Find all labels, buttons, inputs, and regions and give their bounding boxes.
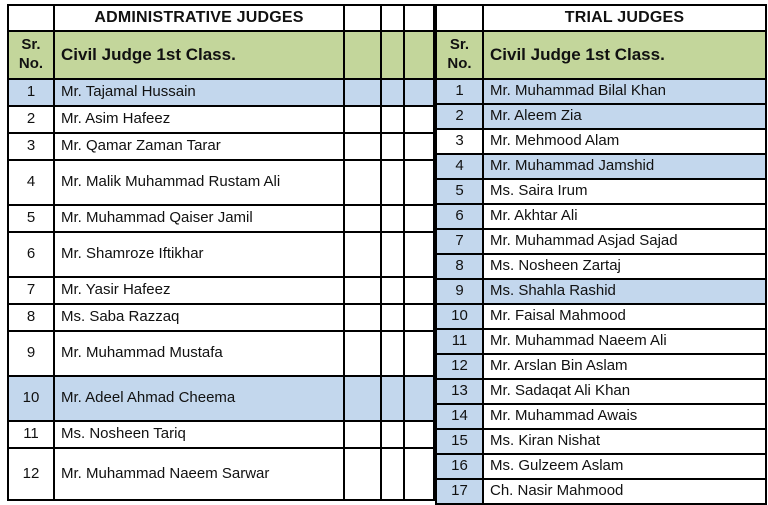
table-row — [8, 79, 434, 106]
judge-name-cell: Ms. Nosheen Zartaj — [483, 254, 766, 279]
sr-no-cell: 6 — [8, 232, 54, 277]
sr-no-cell: 1 — [436, 79, 483, 104]
sr-no-cell: 13 — [436, 379, 483, 404]
table-row — [8, 277, 434, 304]
spacer-cell — [381, 205, 404, 232]
judge-name-cell: Mr. Faisal Mahmood — [483, 304, 766, 329]
spacer-cell — [404, 331, 434, 376]
spacer-cell — [344, 277, 381, 304]
table-row — [436, 354, 766, 379]
spacer-cell — [381, 448, 404, 500]
spacer-cell — [344, 133, 381, 160]
spacer-cell — [381, 331, 404, 376]
spacer-cell — [344, 448, 381, 500]
spacer-cell — [381, 106, 404, 133]
spacer-cell — [344, 304, 381, 331]
spacer-cell — [404, 205, 434, 232]
spacer-cell — [344, 31, 381, 79]
spacer-cell — [344, 205, 381, 232]
judge-name-cell: Mr. Muhammad Bilal Khan — [483, 79, 766, 104]
corner-cell — [8, 5, 54, 31]
sr-no-cell: 11 — [8, 421, 54, 448]
sr-no-cell: 4 — [436, 154, 483, 179]
spacer-cell — [404, 31, 434, 79]
administrative-judges-body — [8, 79, 434, 500]
judge-name-cell: Mr. Muhammad Naeem Ali — [483, 329, 766, 354]
sr-no-cell: 15 — [436, 429, 483, 454]
sr-no-header: Sr. No. — [436, 31, 483, 79]
spacer-cell — [381, 160, 404, 205]
sr-no-cell: 9 — [8, 331, 54, 376]
sr-no-cell: 5 — [436, 179, 483, 204]
judge-name-cell: Mr. Muhammad Asjad Sajad — [483, 229, 766, 254]
civil-judge-header: Civil Judge 1st Class. — [54, 31, 344, 79]
spacer-cell — [404, 160, 434, 205]
judge-name-cell: Ms. Saira Irum — [483, 179, 766, 204]
judge-name-cell: Ms. Kiran Nishat — [483, 429, 766, 454]
judge-name-cell: Mr. Adeel Ahmad Cheema — [54, 376, 344, 421]
spacer-cell — [381, 5, 404, 31]
judge-name-cell: Ms. Gulzeem Aslam — [483, 454, 766, 479]
table-row — [436, 79, 766, 104]
spacer-cell — [381, 232, 404, 277]
judge-name-cell: Mr. Mehmood Alam — [483, 129, 766, 154]
administrative-header-row — [8, 31, 434, 79]
judge-name-cell: Mr. Asim Hafeez — [54, 106, 344, 133]
spacer-cell — [404, 5, 434, 31]
judge-name-cell: Mr. Aleem Zia — [483, 104, 766, 129]
judge-name-cell: Mr. Muhammad Mustafa — [54, 331, 344, 376]
sr-no-header: Sr. No. — [8, 31, 54, 79]
spacer-cell — [344, 79, 381, 106]
trial-judges-table — [435, 4, 767, 505]
table-row — [436, 129, 766, 154]
table-row — [8, 160, 434, 205]
table-row — [8, 133, 434, 160]
sr-no-cell: 8 — [8, 304, 54, 331]
spacer-cell — [381, 304, 404, 331]
judge-name-cell: Mr. Sadaqat Ali Khan — [483, 379, 766, 404]
spacer-cell — [404, 133, 434, 160]
sr-no-cell: 7 — [436, 229, 483, 254]
table-row — [8, 106, 434, 133]
judge-name-cell: Mr. Muhammad Awais — [483, 404, 766, 429]
administrative-title-row — [8, 5, 434, 31]
table-row — [436, 329, 766, 354]
sr-no-cell: 5 — [8, 205, 54, 232]
spacer-cell — [404, 421, 434, 448]
trial-title-row — [436, 5, 766, 31]
spacer-cell — [404, 304, 434, 331]
corner-cell — [436, 5, 483, 31]
spacer-cell — [381, 421, 404, 448]
judge-name-cell: Mr. Qamar Zaman Tarar — [54, 133, 344, 160]
sr-no-cell: 11 — [436, 329, 483, 354]
spacer-cell — [344, 421, 381, 448]
sr-no-cell: 12 — [436, 354, 483, 379]
judge-name-cell: Ms. Nosheen Tariq — [54, 421, 344, 448]
sr-no-cell: 7 — [8, 277, 54, 304]
spacer-cell — [344, 376, 381, 421]
spacer-cell — [344, 106, 381, 133]
sr-no-cell: 9 — [436, 279, 483, 304]
table-row — [8, 304, 434, 331]
sr-no-cell: 16 — [436, 454, 483, 479]
sr-no-cell: 10 — [436, 304, 483, 329]
administrative-judges-table — [7, 4, 435, 501]
judge-name-cell: Mr. Tajamal Hussain — [54, 79, 344, 106]
spacer-cell — [404, 448, 434, 500]
table-row — [8, 421, 434, 448]
administrative-judges-title: ADMINISTRATIVE JUDGES — [54, 5, 344, 31]
table-row — [436, 204, 766, 229]
sr-no-cell: 1 — [8, 79, 54, 106]
judge-name-cell: Mr. Akhtar Ali — [483, 204, 766, 229]
sr-no-cell: 8 — [436, 254, 483, 279]
judge-name-cell: Mr. Malik Muhammad Rustam Ali — [54, 160, 344, 205]
table-row — [8, 331, 434, 376]
spacer-cell — [381, 133, 404, 160]
sr-no-cell: 14 — [436, 404, 483, 429]
judge-name-cell: Mr. Yasir Hafeez — [54, 277, 344, 304]
spacer-cell — [381, 277, 404, 304]
judge-name-cell: Mr. Muhammad Qaiser Jamil — [54, 205, 344, 232]
spacer-cell — [404, 79, 434, 106]
spacer-cell — [404, 277, 434, 304]
table-row — [436, 479, 766, 504]
spacer-cell — [344, 160, 381, 205]
sr-no-cell: 4 — [8, 160, 54, 205]
spacer-cell — [404, 232, 434, 277]
judge-name-cell: Ch. Nasir Mahmood — [483, 479, 766, 504]
sr-no-cell: 6 — [436, 204, 483, 229]
judges-tables — [7, 4, 768, 505]
sr-no-cell: 10 — [8, 376, 54, 421]
judge-name-cell: Mr. Shamroze Iftikhar — [54, 232, 344, 277]
table-row — [436, 179, 766, 204]
table-row — [436, 154, 766, 179]
table-row — [8, 205, 434, 232]
spacer-cell — [404, 376, 434, 421]
table-row — [436, 254, 766, 279]
sr-no-cell: 3 — [436, 129, 483, 154]
spacer-cell — [381, 31, 404, 79]
table-row — [436, 279, 766, 304]
spacer-cell — [344, 331, 381, 376]
table-row — [8, 376, 434, 421]
civil-judge-header: Civil Judge 1st Class. — [483, 31, 766, 79]
sr-no-cell: 2 — [436, 104, 483, 129]
table-row — [436, 379, 766, 404]
trial-judges-title: TRIAL JUDGES — [483, 5, 766, 31]
table-row — [436, 104, 766, 129]
trial-header-row — [436, 31, 766, 79]
sr-no-cell: 12 — [8, 448, 54, 500]
judge-name-cell: Ms. Saba Razzaq — [54, 304, 344, 331]
judge-name-cell: Ms. Shahla Rashid — [483, 279, 766, 304]
judge-name-cell: Mr. Muhammad Jamshid — [483, 154, 766, 179]
spacer-cell — [404, 106, 434, 133]
judge-name-cell: Mr. Arslan Bin Aslam — [483, 354, 766, 379]
table-row — [8, 448, 434, 500]
table-row — [436, 404, 766, 429]
spacer-cell — [381, 376, 404, 421]
table-row — [436, 229, 766, 254]
spacer-cell — [381, 79, 404, 106]
trial-judges-body — [436, 79, 766, 504]
spacer-cell — [344, 5, 381, 31]
table-row — [8, 232, 434, 277]
table-row — [436, 454, 766, 479]
table-row — [436, 429, 766, 454]
sr-no-cell: 3 — [8, 133, 54, 160]
sr-no-cell: 17 — [436, 479, 483, 504]
table-row — [436, 304, 766, 329]
spacer-cell — [344, 232, 381, 277]
judge-name-cell: Mr. Muhammad Naeem Sarwar — [54, 448, 344, 500]
sr-no-cell: 2 — [8, 106, 54, 133]
